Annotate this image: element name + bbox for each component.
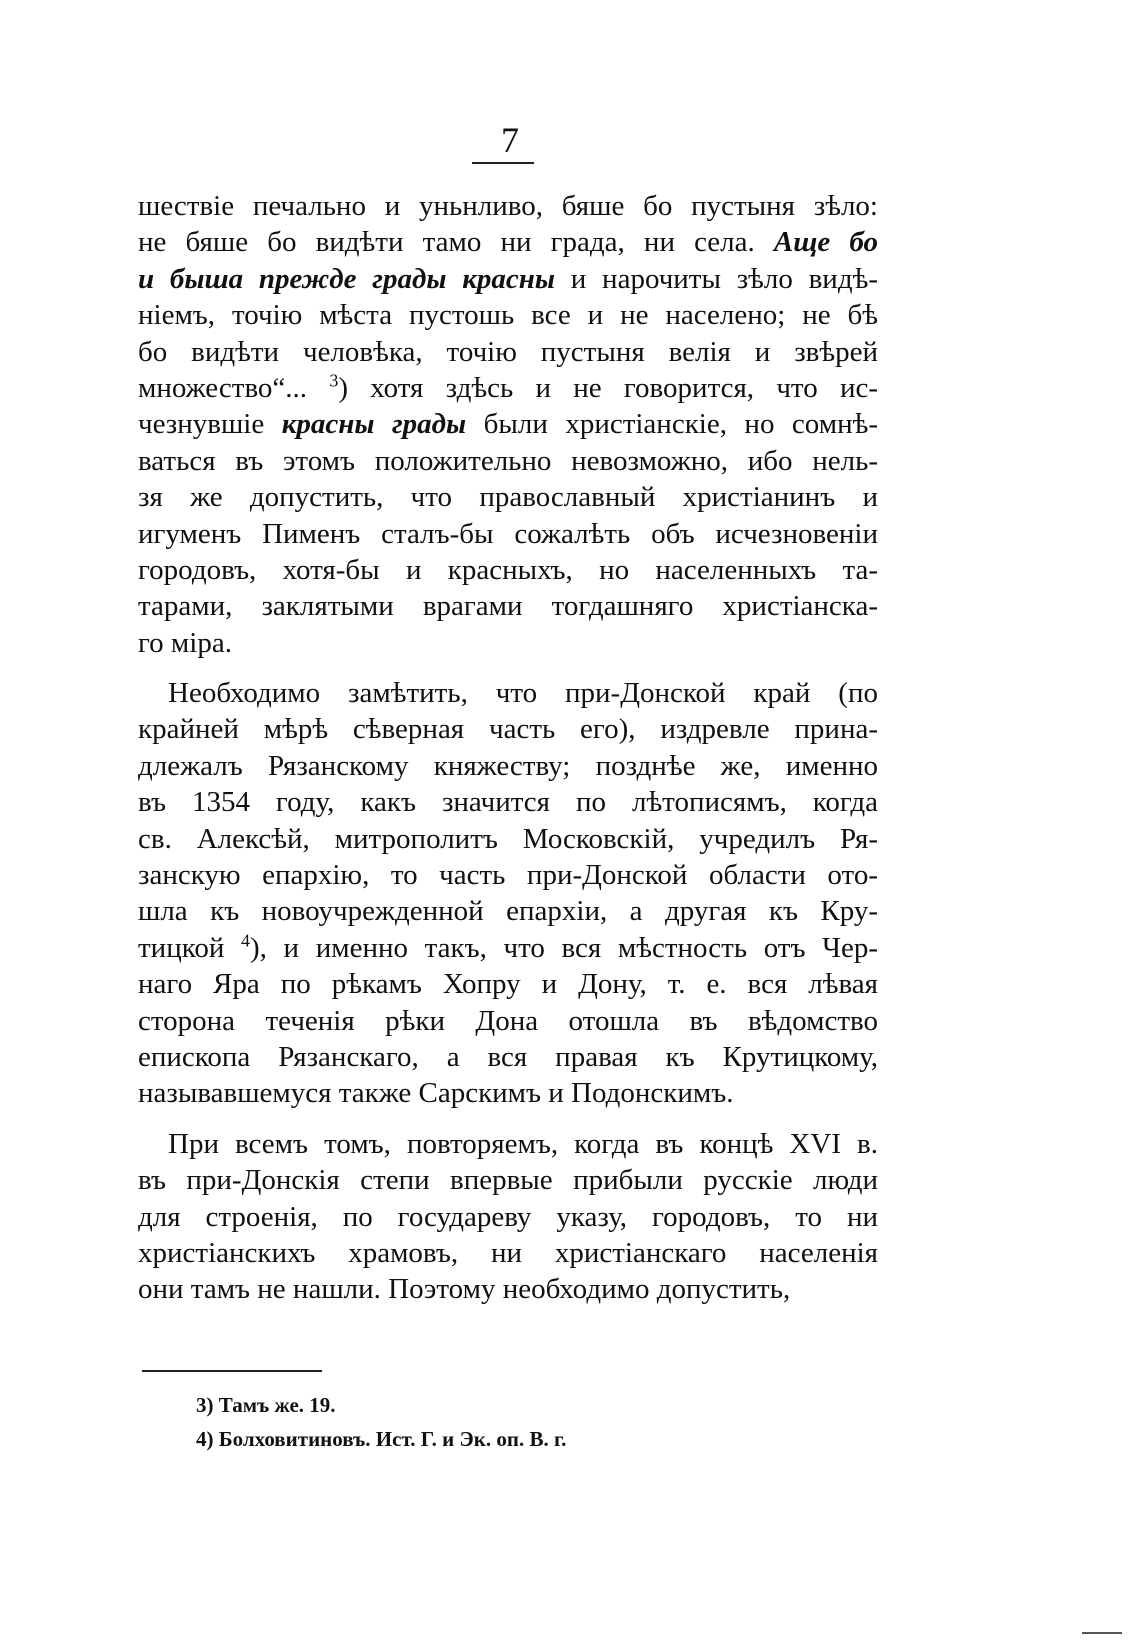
text-line: чезнувшіе красны грады были христіанскіе, но сомнѣ- xyxy=(138,408,878,441)
text-line: множество“... $^3$) хотя здѣсь и не говорится, что ис- xyxy=(138,370,878,404)
footnotes xyxy=(196,1388,896,1456)
text-line: длежалъ Рязанскому княжеству; позднѣе же, именно xyxy=(138,749,878,782)
text-line: св. Алексѣй, митрополитъ Московскій, учредилъ Ря- xyxy=(138,822,878,855)
text-line: епископа Рязанскаго, а вся правая къ Крутицкому, xyxy=(138,1040,878,1073)
text-line: въ при-Донскія степи впервые прибыли русскіе люди xyxy=(138,1164,878,1197)
footnote-reference: 3 xyxy=(329,370,339,391)
text-line: При всемъ томъ, повторяемъ, когда въ концѣ XVI в. xyxy=(168,1127,878,1160)
text-line: крайней мѣрѣ сѣверная часть его), издревле прина- xyxy=(138,713,878,746)
footnote-separator xyxy=(142,1370,322,1372)
paragraph xyxy=(138,1126,878,1308)
text-line: тицкой $^4$), и именно такъ, что вся мѣстность отъ Чер- xyxy=(138,930,878,964)
emphasis-text: и быша прежде грады красны xyxy=(138,262,556,295)
margin-mark xyxy=(1082,1632,1122,1634)
footnote: 4) Болховитиновъ. Ист. Г. и Эк. оп. В. г. xyxy=(196,1427,567,1451)
paragraph xyxy=(138,188,878,661)
text-line: занскую епархію, то часть при-Донской области ото- xyxy=(138,859,878,892)
emphasis-text: красны грады xyxy=(281,408,467,441)
text-line: не бяше бо видѣти тамо ни града, ни села. Аще бо xyxy=(138,226,878,259)
text-line: Необходимо замѣтить, что при-Донской край (по xyxy=(168,677,878,710)
text-line: ніемъ, точію мѣста пустошь все и не населено; не бѣ xyxy=(138,299,878,332)
emphasis-text: Аще бо xyxy=(773,226,878,259)
text-line: зя же допустить, что православный христіанинъ и xyxy=(138,481,878,514)
text-line: называвшемуся также Сарскимъ и Подонскимъ. xyxy=(138,1077,734,1110)
text-line: шла къ новоучрежденной епархіи, а другая къ Кру- xyxy=(138,895,878,928)
text-line: го міра. xyxy=(138,626,232,659)
text-line: сторона теченія рѣки Дона отошла въ вѣдомство xyxy=(138,1004,878,1037)
text-line: христіанскихъ храмовъ, ни христіанскаго населенія xyxy=(138,1236,878,1269)
footnote: 3) Тамъ же. 19. xyxy=(196,1393,336,1417)
text-line: и быша прежде грады красны и нарочиты зѣло видѣ- xyxy=(138,262,878,295)
text-line: игуменъ Пименъ сталъ-бы сожалѣть объ исчезновеніи xyxy=(138,517,878,550)
text-line: бо видѣти человѣка, точію пустыня велія и звѣрей xyxy=(138,335,878,368)
text-line: тарами, заклятыми врагами тогдашняго христіанска- xyxy=(138,590,878,623)
text-line: для строенія, по государеву указу, городовъ, то ни xyxy=(138,1200,878,1233)
paragraph-gap xyxy=(138,661,878,675)
paragraph-gap xyxy=(138,1112,878,1126)
text-line: наго Яра по рѣкамъ Хопру и Дону, т. е. вся лѣвая xyxy=(138,968,878,1001)
text-line: въ 1354 году, какъ значится по лѣтописямъ, когда xyxy=(138,786,878,819)
text-line: городовъ, хотя-бы и красныхъ, но населенныхъ та- xyxy=(138,553,878,586)
page-number-rule xyxy=(472,162,534,164)
body-text xyxy=(138,188,878,1308)
text-line: ваться въ этомъ положительно невозможно, ибо нель- xyxy=(138,444,878,477)
paragraph xyxy=(138,675,878,1112)
text-line: они тамъ не нашли. Поэтому необходимо допустить, xyxy=(138,1273,791,1306)
text-line: шествіе печально и уньнливо, бяше бо пустыня зѣло: xyxy=(138,190,878,222)
page-number: 7 xyxy=(501,120,519,160)
footnote-reference: 4 xyxy=(241,930,250,951)
